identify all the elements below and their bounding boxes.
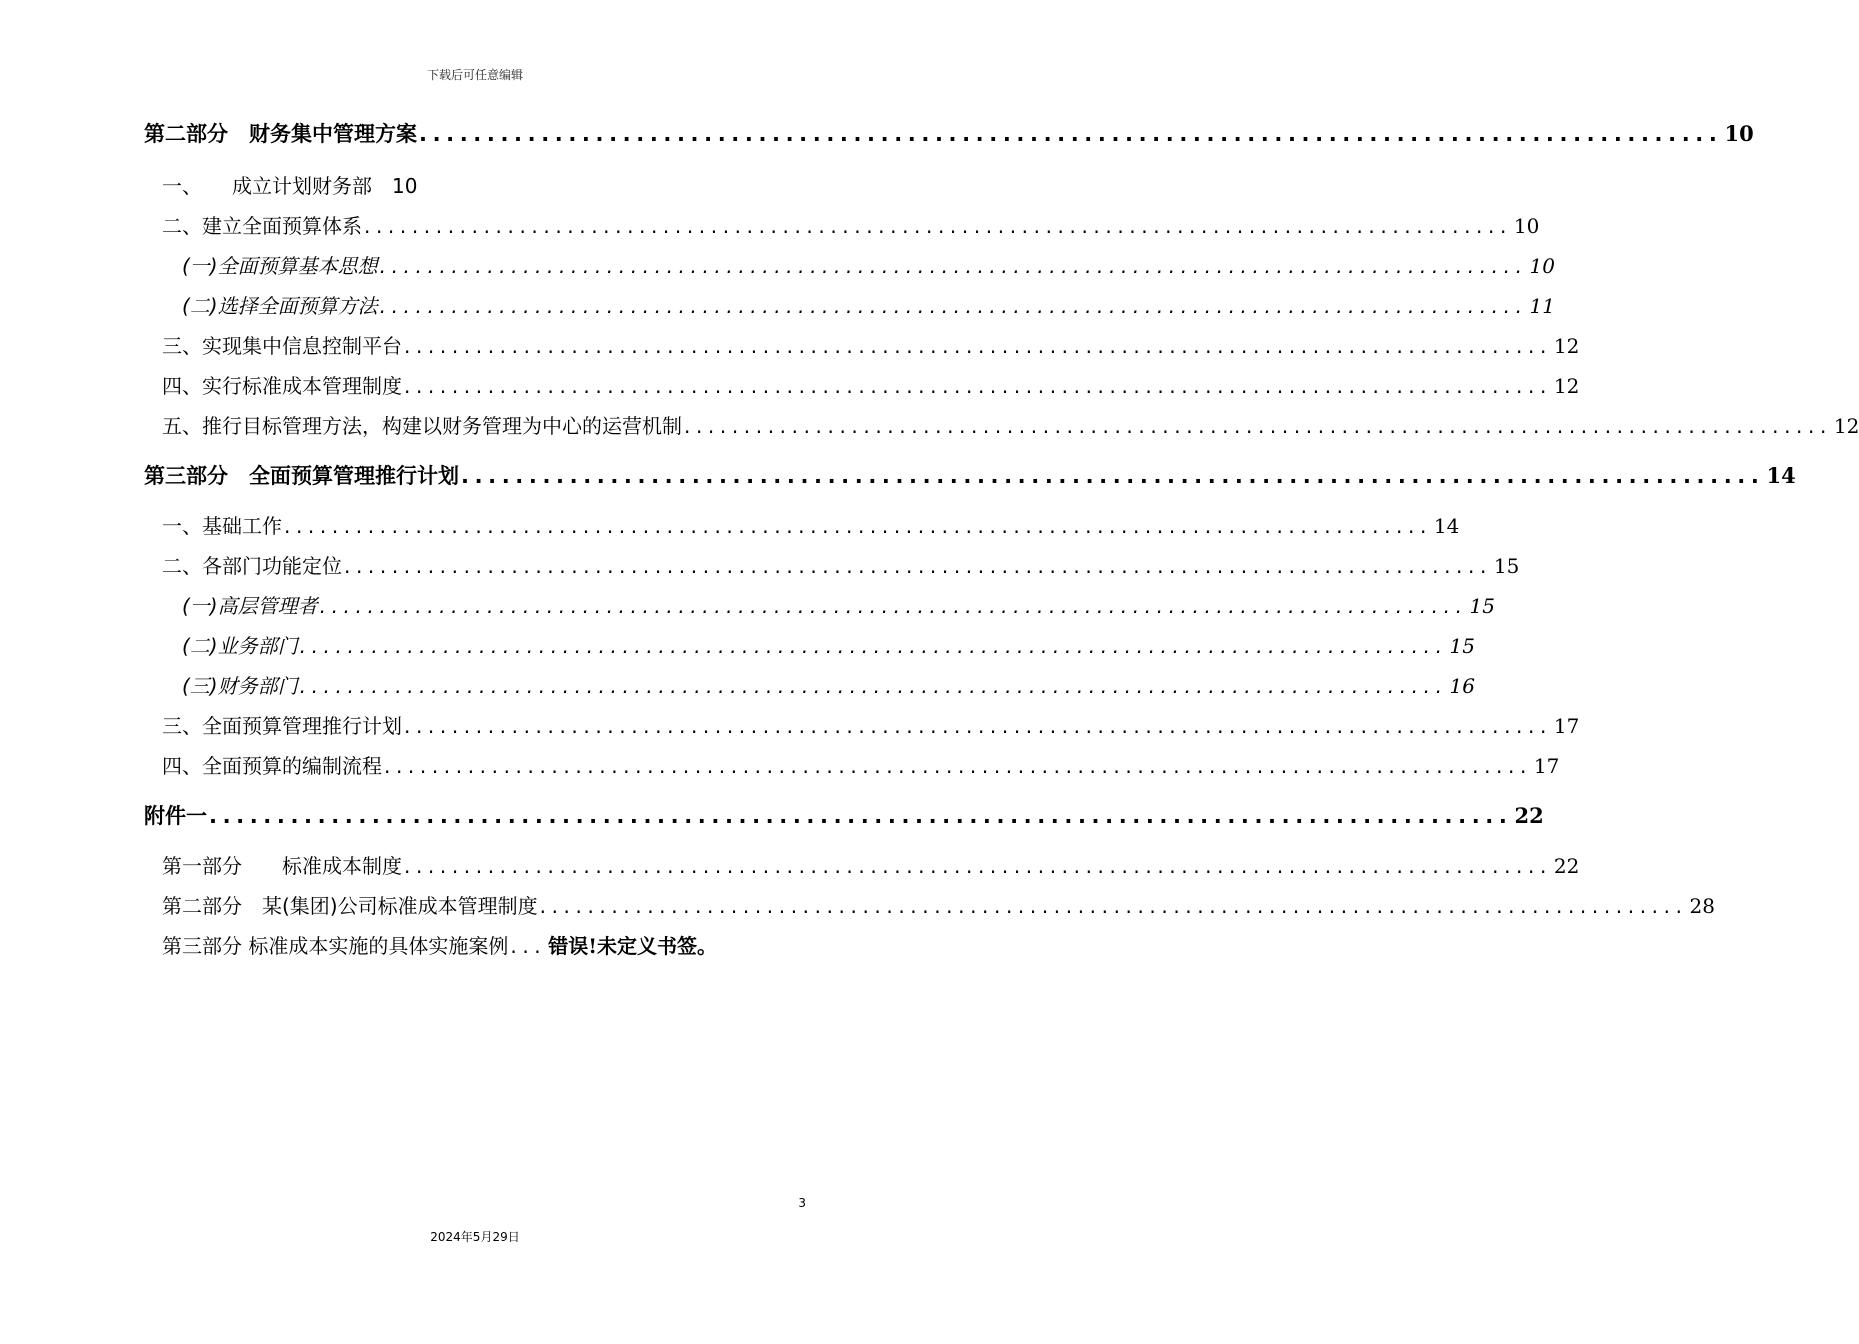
- toc-entry-title: 三、实现集中信息控制平台: [162, 334, 402, 358]
- toc-entry-page: 15: [1449, 634, 1475, 658]
- toc-entry[interactable]: [182, 630, 1475, 659]
- toc-entry[interactable]: [162, 210, 1540, 239]
- toc-leader: ................................................................................................: [299, 634, 1448, 658]
- toc-entry-title: (二)选择全面预算方法: [182, 294, 378, 318]
- toc-entry[interactable]: [162, 370, 1580, 399]
- toc-leader: ................................................................................................: [539, 894, 1688, 918]
- toc-entry-page: 16: [1449, 674, 1475, 698]
- page-header: 下载后可任意编辑: [426, 68, 523, 82]
- toc-entry[interactable]: [162, 410, 1859, 439]
- toc-error-bookmark: 错误!未定义书签。: [548, 934, 718, 958]
- toc-entry[interactable]: [182, 590, 1495, 619]
- toc-entry[interactable]: [182, 670, 1475, 699]
- toc-entry[interactable]: [144, 800, 1544, 830]
- toc-entry-page: 17: [1553, 714, 1580, 738]
- toc-entry[interactable]: [162, 930, 808, 959]
- toc-entry-title: 二、建立全面预算体系: [162, 214, 362, 238]
- toc-leader: ................................................................................................: [379, 254, 1528, 278]
- toc-leader: ................................................................................................: [419, 122, 1723, 146]
- toc-entry-title: 四、全面预算的编制流程: [162, 754, 382, 778]
- toc-leader: ................................................................................................: [344, 554, 1492, 578]
- toc-entry-page: 10: [1513, 214, 1540, 238]
- toc-leader: ................................................................................................: [461, 464, 1765, 488]
- toc-entry-title: 三、全面预算管理推行计划: [162, 714, 402, 738]
- toc-entry-page: 10: [1529, 254, 1555, 278]
- toc-entry[interactable]: [162, 330, 1580, 359]
- toc-leader: ................................................................................................: [404, 334, 1552, 358]
- toc-entry[interactable]: [162, 710, 1580, 739]
- toc-entry[interactable]: [162, 550, 1520, 579]
- toc-entry-title: 第一部分 标准成本制度: [162, 854, 402, 878]
- page-number: 3: [798, 1196, 806, 1210]
- toc-entry[interactable]: [162, 510, 1460, 539]
- toc-entry[interactable]: [162, 750, 1560, 779]
- toc-entry-page: 17: [1533, 754, 1560, 778]
- toc-entry-page: 28: [1689, 894, 1715, 918]
- toc-entry-title: (一)高层管理者: [182, 594, 318, 618]
- toc-entry-title: (一)全面预算基本思想: [182, 254, 378, 278]
- toc-leader: ................................................................................................: [404, 854, 1552, 878]
- toc-entry-page: 14: [1433, 514, 1460, 538]
- toc-entry-title: 一、 成立计划财务部 10: [162, 174, 418, 198]
- toc-leader: ................................................................................................: [299, 674, 1448, 698]
- toc-entry-title: 第三部分 标准成本实施的具体实施案例: [162, 934, 509, 958]
- toc-entry-title: (二)业务部门: [182, 634, 298, 658]
- toc-leader: ................................................................................................: [284, 514, 1432, 538]
- toc-entry-title: 五、推行目标管理方法，构建以财务管理为中心的运营机制: [162, 414, 682, 438]
- toc-entry-title: 第三部分 全面预算管理推行计划: [144, 464, 459, 488]
- toc-leader: ................................................................................................: [379, 294, 1528, 318]
- toc-entry[interactable]: [162, 850, 1580, 879]
- toc-entry[interactable]: [144, 118, 1754, 148]
- toc-leader: ................................................................................................: [364, 214, 1512, 238]
- toc-leader: ................................................................................................: [384, 754, 1532, 778]
- toc-entry-title: 附件一: [144, 804, 207, 828]
- toc-leader: ................................................................................................: [684, 414, 1832, 438]
- toc-entry[interactable]: [182, 290, 1555, 319]
- toc-entry[interactable]: [162, 890, 1715, 919]
- toc-entry-page: 12: [1553, 374, 1580, 398]
- toc-leader: ................................................................................................: [404, 374, 1552, 398]
- toc-entry-title: 四、实行标准成本管理制度: [162, 374, 402, 398]
- toc-leader: ................................................................................................: [404, 714, 1552, 738]
- toc-entry-page: 15: [1469, 594, 1495, 618]
- toc-entry[interactable]: [144, 460, 1796, 490]
- toc-entry-title: 一、基础工作: [162, 514, 282, 538]
- toc-entry-page: 11: [1529, 294, 1555, 318]
- toc-entry-page: 12: [1553, 334, 1580, 358]
- toc-entry-page: 14: [1766, 463, 1796, 488]
- toc-entry-title: (三)财务部门: [182, 674, 298, 698]
- page-footer-date: 2024年5月29日: [430, 1230, 520, 1244]
- toc-entry[interactable]: [182, 250, 1555, 279]
- toc-entry-title: 第二部分 某(集团)公司标准成本管理制度: [162, 894, 538, 918]
- toc-entry-page: 10: [1724, 121, 1754, 146]
- toc-leader: ...: [510, 934, 547, 958]
- toc-entry-page: 12: [1833, 414, 1859, 438]
- toc-entry-page: 22: [1553, 854, 1580, 878]
- toc-entry-title: 二、各部门功能定位: [162, 554, 342, 578]
- toc-entry[interactable]: [162, 170, 808, 199]
- toc-entry-title: 第二部分 财务集中管理方案: [144, 122, 417, 146]
- toc-entry-page: 15: [1493, 554, 1520, 578]
- toc-entry-page: 22: [1514, 803, 1544, 828]
- toc-leader: ................................................................................................: [209, 804, 1513, 828]
- toc-leader: ................................................................................................: [319, 594, 1468, 618]
